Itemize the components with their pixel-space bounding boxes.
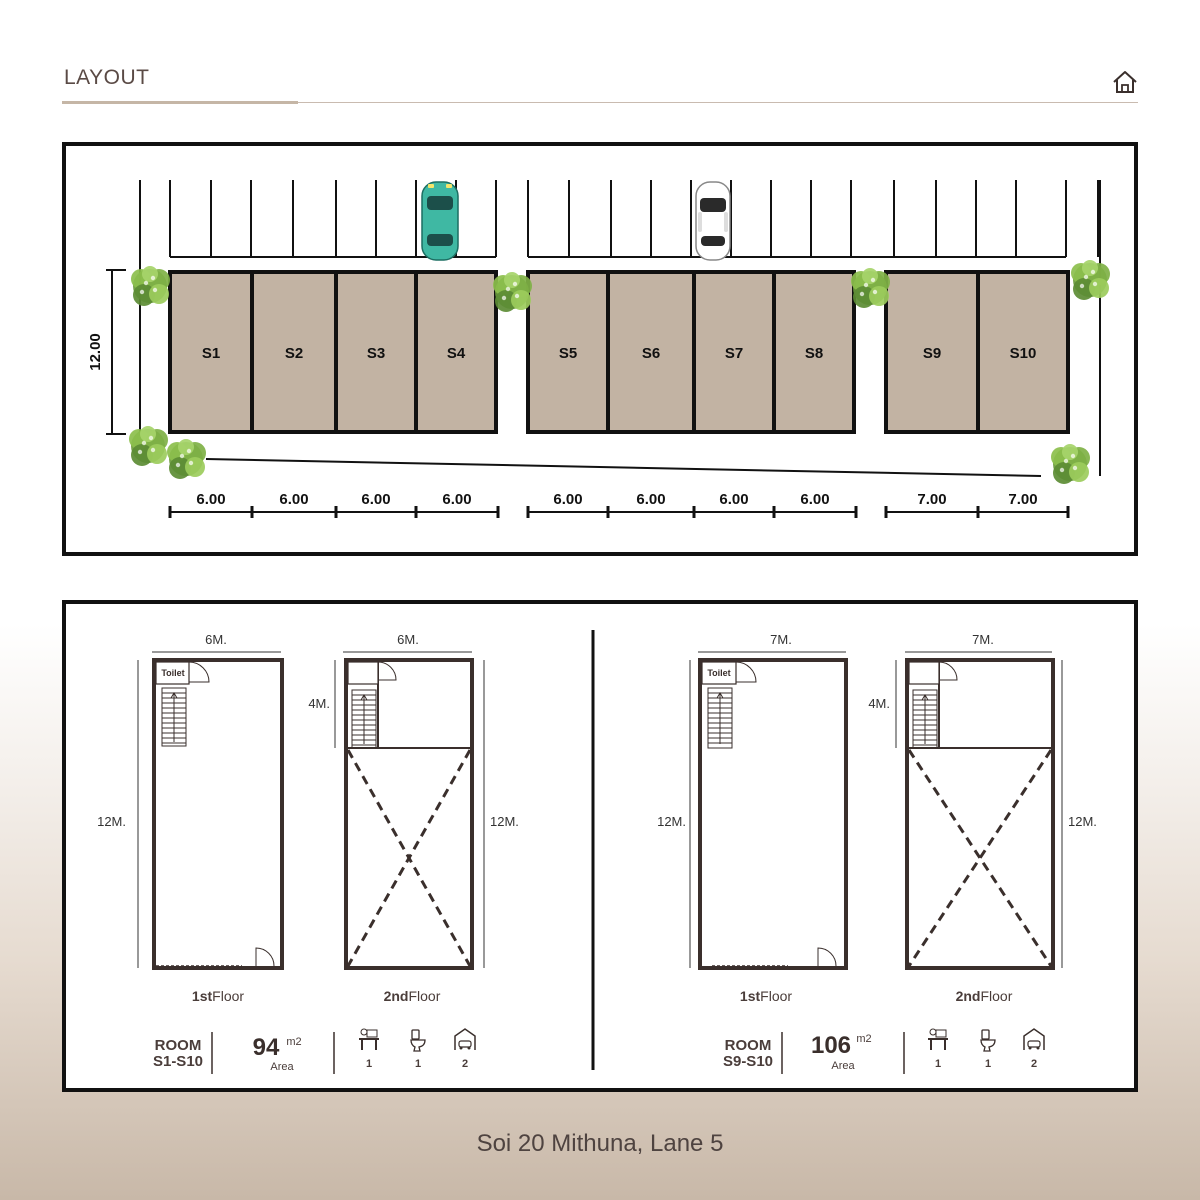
- right-toilet-label: Toilet: [707, 668, 731, 678]
- tree-icon: [131, 266, 170, 306]
- left-area-value: 94: [252, 1034, 280, 1061]
- desk-icon: [359, 1029, 379, 1050]
- left-room-range: S1-S10: [152, 1053, 204, 1070]
- width-label: 6.00: [800, 491, 830, 508]
- tree-icon: [851, 268, 890, 308]
- unit-label: S8: [804, 345, 824, 362]
- unit-label: S5: [558, 345, 578, 362]
- unit-s2[interactable]: [252, 272, 336, 432]
- unit-label: S2: [284, 345, 304, 362]
- left-room-title: ROOM: [154, 1037, 202, 1054]
- left-2nd-depth-label: 12M.: [490, 814, 519, 829]
- car-white: [696, 182, 730, 260]
- units-group: [170, 272, 1068, 432]
- unit-s6[interactable]: [608, 272, 694, 432]
- left-toilet-label: Toilet: [161, 668, 185, 678]
- width-dim-3: [336, 491, 416, 518]
- unit-label: S9: [922, 345, 942, 362]
- unit-label: S4: [446, 345, 466, 362]
- width-dimensions: [170, 491, 1068, 518]
- left-2nd-width-label: 6M.: [397, 632, 419, 647]
- width-label: 6.00: [553, 491, 583, 508]
- right-room-range: S9-S10: [722, 1053, 774, 1070]
- header-accent-bar: [62, 101, 298, 104]
- amenity-count: 1: [414, 1058, 422, 1070]
- right-1st-depth-label: 12M.: [657, 814, 686, 829]
- unit-s7[interactable]: [694, 272, 774, 432]
- right-area-value: 106: [810, 1032, 852, 1059]
- depth-label: 12.00: [87, 333, 104, 371]
- right-area-label: Area: [831, 1060, 855, 1072]
- depth-dimension: [106, 270, 126, 434]
- right-2nd-floor-rest: Floor: [980, 988, 1013, 1004]
- left-1st-floor-bold: 1st: [191, 988, 213, 1004]
- svg-text:2ndFloor: [384, 988, 441, 1004]
- tree-icon: [493, 272, 532, 312]
- unit-s1[interactable]: [170, 272, 252, 432]
- width-label: 6.00: [636, 491, 666, 508]
- width-label: 6.00: [442, 491, 472, 508]
- width-label: 6.00: [719, 491, 749, 508]
- right-room-title: ROOM: [724, 1037, 772, 1054]
- right-2nd-depth-label: 12M.: [1068, 814, 1097, 829]
- unit-label: S3: [366, 345, 386, 362]
- width-dim-10: [978, 491, 1068, 518]
- parking-stall-lines: [170, 180, 1098, 257]
- desk-icon: [928, 1029, 948, 1050]
- left-upper-room-label: 4M.: [308, 696, 330, 711]
- unit-label: S1: [201, 345, 221, 362]
- unit-label: S6: [641, 345, 661, 362]
- svg-text:1stFloor: [740, 988, 792, 1004]
- unit-s9[interactable]: [886, 272, 978, 432]
- toilet-icon: [411, 1030, 425, 1051]
- svg-text:1stFloor: [192, 988, 244, 1004]
- width-dim-8: [774, 491, 856, 518]
- right-upper-room-label: 4M.: [868, 696, 890, 711]
- left-2nd-floor-rest: Floor: [408, 988, 441, 1004]
- width-dim-5: [528, 491, 608, 518]
- left-area-unit: m2: [286, 1036, 302, 1048]
- tree-icon: [167, 439, 206, 479]
- left-2nd-floor-bold: 2nd: [383, 988, 409, 1004]
- site-plan-panel: [62, 142, 1138, 556]
- left-1st-depth-label: 12M.: [97, 814, 126, 829]
- width-dim-7: [694, 491, 774, 518]
- width-dim-1: [170, 491, 252, 518]
- width-label: 7.00: [917, 491, 947, 508]
- width-label: 6.00: [361, 491, 391, 508]
- right-2nd-width-label: 7M.: [972, 632, 994, 647]
- amenity-count: 1: [984, 1058, 992, 1070]
- unit-label: S7: [724, 345, 744, 362]
- amenity-count: 2: [1030, 1058, 1038, 1070]
- tree-icon: [129, 426, 168, 466]
- width-dim-2: [252, 491, 336, 518]
- right-area-unit: m2: [856, 1033, 872, 1045]
- right-floor-set: [657, 632, 1097, 1074]
- width-dim-6: [608, 491, 694, 518]
- floor-plans-panel: [62, 600, 1138, 1092]
- home-icon[interactable]: [1112, 70, 1138, 94]
- right-1st-floor-rest: Floor: [760, 988, 793, 1004]
- car-teal: [422, 182, 458, 260]
- width-label: 6.00: [279, 491, 309, 508]
- tree-icon: [1071, 260, 1110, 300]
- unit-s3[interactable]: [336, 272, 416, 432]
- tree-icon: [1051, 444, 1090, 484]
- amenity-count: 1: [365, 1058, 373, 1070]
- unit-s10[interactable]: [978, 272, 1068, 432]
- left-area-label: Area: [270, 1061, 294, 1073]
- unit-s8[interactable]: [774, 272, 854, 432]
- left-1st-width-label: 6M.: [205, 632, 227, 647]
- left-amenities: [359, 1029, 475, 1070]
- right-1st-floor-bold: 1st: [739, 988, 761, 1004]
- left-1st-floor-rest: Floor: [212, 988, 245, 1004]
- site-plan-drawing: [66, 146, 1134, 552]
- width-dim-9: [886, 491, 978, 518]
- unit-s4[interactable]: [416, 272, 496, 432]
- amenity-count: 1: [934, 1058, 942, 1070]
- width-label: 6.00: [196, 491, 226, 508]
- footer-location: Soi 20 Mithuna, Lane 5: [476, 1130, 724, 1157]
- left-floor-set: [97, 632, 519, 1074]
- unit-s5[interactable]: [528, 272, 608, 432]
- right-amenities: [928, 1029, 1044, 1070]
- width-dim-4: [416, 491, 498, 518]
- width-label: 7.00: [1008, 491, 1038, 508]
- toilet-icon: [981, 1030, 995, 1051]
- amenity-count: 2: [461, 1058, 469, 1070]
- unit-label: S10: [1009, 345, 1037, 362]
- garage-icon: [1024, 1029, 1044, 1050]
- page-title: LAYOUT: [64, 66, 150, 89]
- garage-icon: [455, 1029, 475, 1050]
- right-1st-width-label: 7M.: [770, 632, 792, 647]
- right-2nd-floor-bold: 2nd: [955, 988, 981, 1004]
- floor-plans-drawing: [66, 604, 1134, 1088]
- svg-text:2ndFloor: [956, 988, 1013, 1004]
